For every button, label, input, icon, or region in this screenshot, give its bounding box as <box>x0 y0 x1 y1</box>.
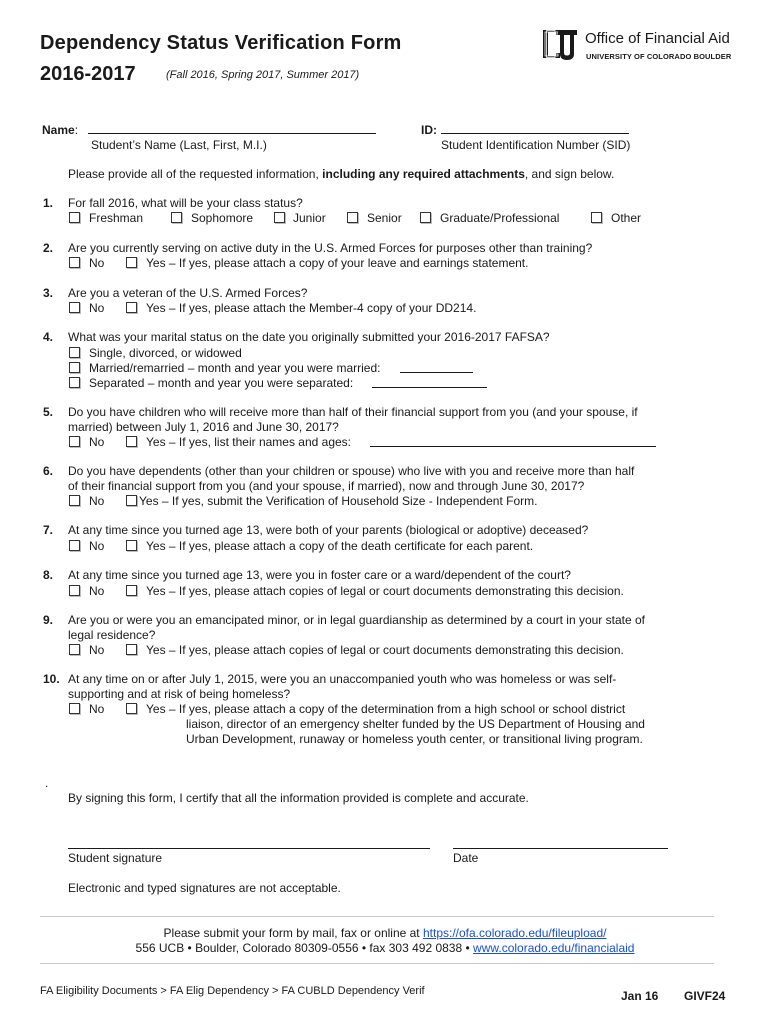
cu-logo-icon <box>540 24 580 64</box>
q2-text: Are you currently serving on active duty in the U.S. Armed Forces for purposes other than training? <box>68 241 593 255</box>
student-signature-label: Student signature <box>68 851 163 865</box>
name-caption: Student’s Name (Last, First, M.I.) <box>91 138 267 152</box>
q7-no-label: No <box>89 539 105 553</box>
form-terms: (Fall 2016, Spring 2017, Summer 2017) <box>166 69 360 81</box>
q8-number: 8. <box>43 568 54 582</box>
form-year: 2016-2017 <box>40 63 136 85</box>
certify-statement: By signing this form, I certify that all the information provided is complete and accurate. <box>68 791 529 805</box>
q2-yes-checkbox[interactable] <box>126 257 137 268</box>
q10-yes-checkbox[interactable] <box>126 703 137 714</box>
q1-sophomore-label: Sophomore <box>191 211 254 225</box>
q10-no-checkbox[interactable] <box>69 703 80 714</box>
q4-separated-date-field[interactable] <box>372 387 487 388</box>
q6-text-line1: Do you have dependents (other than your children or spouse) who live with you and receive more than half <box>68 464 635 478</box>
name-label-group <box>42 123 78 137</box>
q9-yes-label: Yes – If yes, please attach copies of legal or court documents demonstrating this decision. <box>146 643 624 657</box>
q3-no-checkbox[interactable] <box>69 302 80 313</box>
date-label: Date <box>453 851 479 865</box>
name-field[interactable] <box>88 133 376 134</box>
q1-graduate-label: Graduate/Professional <box>440 211 560 225</box>
q9-number: 9. <box>43 613 54 627</box>
office-name: Office of Financial Aid <box>585 30 730 47</box>
instructions-tail: , and sign below. <box>524 167 615 181</box>
q7-no-checkbox[interactable] <box>69 540 80 551</box>
q9-yes-checkbox[interactable] <box>126 644 137 655</box>
q4-number: 4. <box>43 330 54 344</box>
q1-other-checkbox[interactable] <box>591 212 602 223</box>
q10-text-line2: supporting and at risk of being homeless? <box>68 687 291 701</box>
id-label: ID: <box>421 123 437 137</box>
q10-text-line1: At any time on or after July 1, 2015, were you an unaccompanied youth who was homeless or was self- <box>68 672 617 686</box>
q1-junior-label: Junior <box>293 211 326 225</box>
q1-senior-checkbox[interactable] <box>347 212 358 223</box>
upload-link[interactable]: https://ofa.colorado.edu/fileupload/ <box>422 926 607 940</box>
q5-yes-label: Yes – If yes, list their names and ages: <box>146 435 352 449</box>
q7-number: 7. <box>43 523 54 537</box>
q8-yes-checkbox[interactable] <box>126 585 137 596</box>
q1-graduate-checkbox[interactable] <box>420 212 431 223</box>
q6-yes-checkbox[interactable] <box>126 495 137 506</box>
q10-yes-label: Yes – If yes, please attach a copy of the determination from a high school or school district <box>146 702 626 716</box>
q9-no-label: No <box>89 643 105 657</box>
q4-separated-label: Separated – month and year you were separated: <box>89 376 354 390</box>
student-signature-field[interactable] <box>68 848 430 849</box>
q5-no-label: No <box>89 435 105 449</box>
q4-married-label: Married/remarried – month and year you were married: <box>89 361 381 375</box>
q9-no-checkbox[interactable] <box>69 644 80 655</box>
q4-separated-checkbox[interactable] <box>69 377 80 388</box>
website-link[interactable]: www.colorado.edu/financialaid <box>473 941 635 955</box>
submit-text: Please submit your form by mail, fax or online at <box>163 926 423 940</box>
q7-yes-label: Yes – If yes, please attach a copy of the death certificate for each parent. <box>146 539 534 553</box>
q5-names-field[interactable] <box>370 446 656 447</box>
q6-no-checkbox[interactable] <box>69 495 80 506</box>
q5-text-line2: married) between July 1, 2016 and June 30, 2017? <box>68 420 339 434</box>
q1-sophomore-checkbox[interactable] <box>171 212 182 223</box>
form-code: GIVF24 <box>684 989 726 1003</box>
address-text: 556 UCB • Boulder, Colorado 80309-0556 • fax 303 492 0838 • <box>135 941 474 955</box>
instructions-text: Please provide all of the requested information, <box>68 167 323 181</box>
id-field[interactable] <box>441 133 629 134</box>
q6-yes-label: Yes – If yes, submit the Verification of Household Size - Independent Form. <box>139 494 538 508</box>
q6-number: 6. <box>43 464 54 478</box>
q4-married-checkbox[interactable] <box>69 362 80 373</box>
q10-number: 10. <box>43 672 60 686</box>
q10-yes-label-line3: Urban Development, runaway or homeless youth center, or transitional living program. <box>186 732 643 746</box>
instructions-bold: including any required attachments <box>322 167 525 181</box>
q2-yes-label: Yes – If yes, please attach a copy of your leave and earnings statement. <box>146 256 529 270</box>
q5-yes-checkbox[interactable] <box>126 436 137 447</box>
q1-text: For fall 2016, what will be your class status? <box>68 196 303 210</box>
q8-text: At any time since you turned age 13, were you in foster care or a ward/dependent of the court? <box>68 568 571 582</box>
q4-single-label: Single, divorced, or widowed <box>89 346 242 360</box>
submit-instructions <box>0 926 770 940</box>
footer-divider <box>40 916 714 917</box>
q5-no-checkbox[interactable] <box>69 436 80 447</box>
q4-married-date-field[interactable] <box>400 372 473 373</box>
q8-no-checkbox[interactable] <box>69 585 80 596</box>
stray-dot: . <box>45 776 49 790</box>
date-field[interactable] <box>453 848 668 849</box>
revision-date: Jan 16 <box>621 989 659 1003</box>
q1-freshman-checkbox[interactable] <box>69 212 80 223</box>
q10-no-label: No <box>89 702 105 716</box>
q4-single-checkbox[interactable] <box>69 347 80 358</box>
q7-yes-checkbox[interactable] <box>126 540 137 551</box>
q1-junior-checkbox[interactable] <box>274 212 285 223</box>
document-path: FA Eligibility Documents > FA Elig Dependency > FA CUBLD Dependency Verif <box>40 985 425 997</box>
q1-other-label: Other <box>611 211 642 225</box>
q7-text: At any time since you turned age 13, were both of your parents (biological or adoptive) deceased? <box>68 523 589 537</box>
q2-number: 2. <box>43 241 54 255</box>
q9-text-line1: Are you or were you an emancipated minor, or in legal guardianship as determined by a court in your state of <box>68 613 645 627</box>
q8-no-label: No <box>89 584 105 598</box>
signature-note: Electronic and typed signatures are not acceptable. <box>68 881 341 895</box>
q2-no-label: No <box>89 256 105 270</box>
q10-yes-label-line2: liaison, director of an emergency shelter funded by the US Department of Housing and <box>186 717 645 731</box>
q1-freshman-label: Freshman <box>89 211 144 225</box>
q5-text-line1: Do you have children who will receive more than half of their financial support from you (and your spouse, if <box>68 405 638 419</box>
id-caption: Student Identification Number (SID) <box>441 138 631 152</box>
q3-yes-label: Yes – If yes, please attach the Member-4 copy of your DD214. <box>146 301 477 315</box>
q6-text-line2: of their financial support from you (and your spouse, if married), now and through June 30, 2017? <box>68 479 585 493</box>
name-label: Name <box>42 123 75 137</box>
university-name: UNIVERSITY OF COLORADO BOULDER <box>586 52 732 61</box>
q3-text: Are you a veteran of the U.S. Armed Forces? <box>68 286 308 300</box>
contact-line <box>0 941 770 955</box>
form-title: Dependency Status Verification Form <box>40 32 402 54</box>
q2-no-checkbox[interactable] <box>69 257 80 268</box>
name-colon: : <box>74 123 79 137</box>
footer-divider-bottom <box>40 963 714 964</box>
q3-yes-checkbox[interactable] <box>126 302 137 313</box>
instructions <box>68 167 614 181</box>
q1-senior-label: Senior <box>367 211 402 225</box>
q3-no-label: No <box>89 301 105 315</box>
q5-number: 5. <box>43 405 54 419</box>
q4-text: What was your marital status on the date you originally submitted your 2016-2017 FAFSA? <box>68 330 550 344</box>
q6-no-label: No <box>89 494 105 508</box>
q1-number: 1. <box>43 196 54 210</box>
q3-number: 3. <box>43 286 54 300</box>
q9-text-line2: legal residence? <box>68 628 156 642</box>
q8-yes-label: Yes – If yes, please attach copies of legal or court documents demonstrating this decision. <box>146 584 624 598</box>
